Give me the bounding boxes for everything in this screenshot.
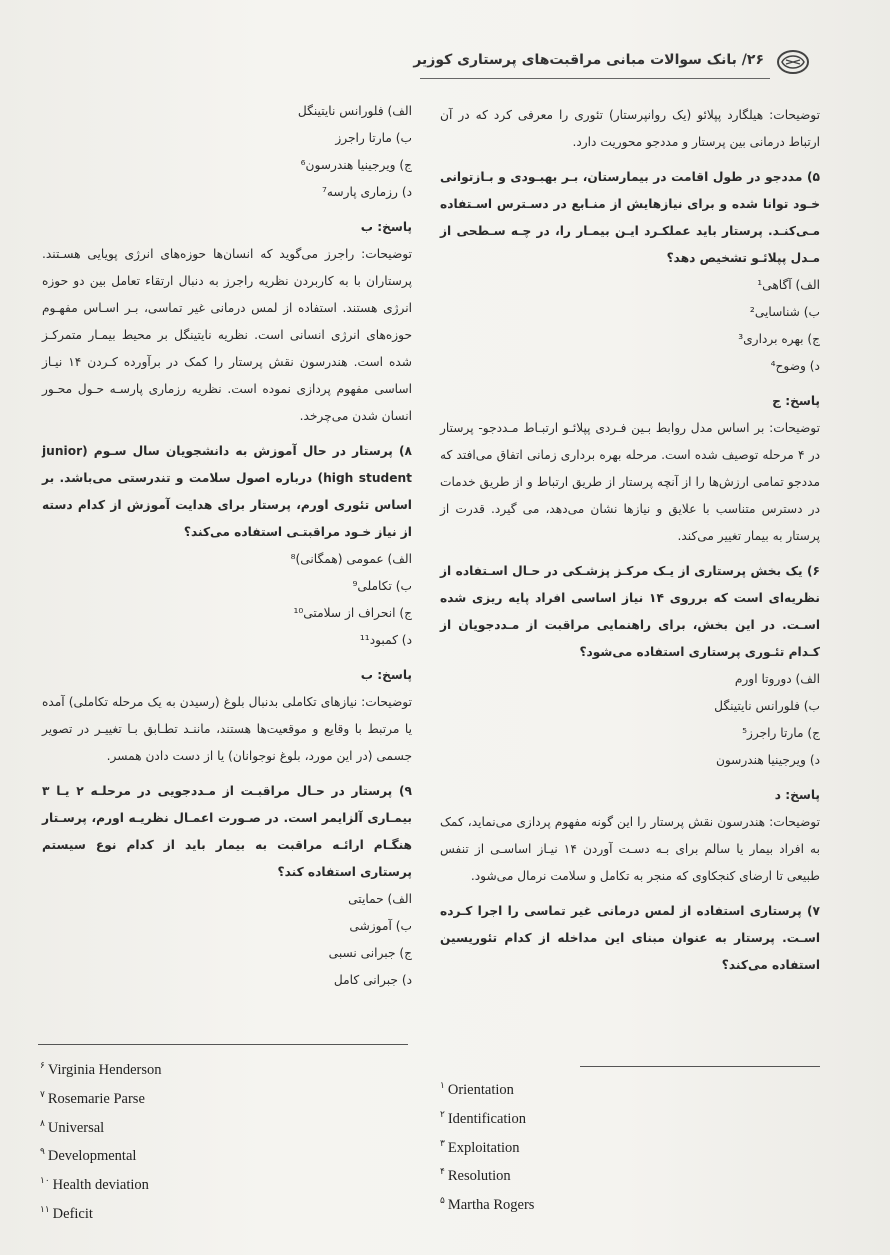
footnotes-right [440, 1073, 534, 1217]
footnote-text: Developmental [47, 1148, 137, 1165]
footnote-number: ۸ [40, 1117, 45, 1128]
footnote-number: ۱۱ [40, 1204, 50, 1215]
footnote-text: Resolution [447, 1168, 511, 1185]
footnotes-left [40, 1053, 161, 1226]
footnote-text: Virginia Henderson [47, 1061, 162, 1078]
footnote-item [40, 1111, 161, 1140]
footnote-item [40, 1168, 161, 1197]
footnote-text: Orientation [447, 1081, 514, 1098]
footnote-number: ۲ [440, 1108, 445, 1119]
text-line: د) جبرانی کامل [333, 973, 412, 987]
footnote-number: ۱۰ [40, 1175, 50, 1186]
text-line: د) ویرجینیا هندرسون [715, 753, 820, 767]
question-text: ۵) مددجو در طول اقامت در بیمارستان، بـر بهبـودی و بـازتوانی خـود توانا شده و برای نیازهایش از منـابع در دسـترس اسـتفاده مـی‌کنـد. پرستار باید عملکـرد ایـن بیمـار را، در چـه سـطحی از مـدل پپلائـو تشخیص دهد؟ [440, 170, 820, 265]
text-line: توضیحات: نیازهای تکاملی بدنبال بلوغ (رسیدن به یک مرحله تکاملی) آمده یا مرتبط با وقایع و موقعیت‌ها هستند، ماننـد تطـابق بـا تغییـر در تصویر جسمی (در این مورد، بلوغ نوجوانان) یا از دست دادن همسر. [42, 695, 412, 763]
text-line: ب) مارتا راجرز [335, 131, 412, 145]
footnote-item [40, 1082, 161, 1111]
text-line: ج) بهره برداری³ [738, 332, 820, 346]
footnote-text: Deficit [52, 1205, 93, 1222]
paragraph-gap [440, 890, 820, 898]
footnote-item [40, 1197, 161, 1226]
footnote-text: Health deviation [52, 1177, 149, 1194]
text-line: ب) فلورانس نایتینگل [714, 699, 820, 713]
answer-label: پاسخ: ج [772, 394, 820, 408]
text-line: الف) حمایتی [348, 892, 412, 906]
footnote-number: ۱ [440, 1080, 445, 1090]
text-line: ب) تکاملی⁹ [352, 579, 412, 593]
answer-label: پاسخ: د [774, 788, 820, 802]
text-line: ج) مارتا راجرز⁵ [742, 726, 820, 740]
paragraph-gap [42, 770, 412, 778]
text-line: الف) فلورانس نایتینگل [297, 104, 412, 118]
text-line: الف) عمومی (همگانی)⁸ [290, 552, 412, 566]
footnote-item [40, 1053, 161, 1082]
answer-label: پاسخ: ب [360, 220, 412, 234]
question-text: ۸) پرستار در حال آموزش به دانشجویان سال سـوم (junior high student) درباره اصول سلامت و تندرستی می‌باشد. بر اساس تئوری اورم، پرستار برای هدایت آموزش از کدام دسته از نیاز خـود مراقبتـی استفاده می‌کند؟ [42, 444, 413, 539]
answer-label: پاسخ: ب [360, 668, 412, 682]
footnote-number: ۵ [440, 1195, 445, 1206]
publisher-logo-icon [776, 48, 810, 76]
footnote-text: Exploitation [447, 1139, 520, 1156]
footnote-rule-left [38, 1044, 408, 1045]
footnote-item [440, 1188, 534, 1217]
paragraph-gap [42, 430, 412, 438]
footnote-number: ۴ [440, 1166, 445, 1177]
left-column [42, 98, 412, 994]
question-text: ۷) پرستاری استفاده از لمس درمانی غیر تماسی را اجرا کـرده اسـت. پرستار به عنوان مبنای این مداخله از کدام تئوریسین استفاده می‌کند؟ [440, 904, 820, 972]
text-line: ج) ویرجینیا هندرسون⁶ [300, 158, 412, 172]
right-column [440, 102, 820, 979]
text-line: ب) آموزشی [349, 919, 412, 933]
question-text: ۹) پرستار در حـال مراقبـت از مـددجویی در مرحلـه ۲ یـا ۳ بیمـاری آلزایمر است. در صـورت اعمـال نظریـه اورم، پرسـتار هنگـام ارائـه مراقبت به بیمار باید از کدام نوع سیستم پرستاری استفاده کند؟ [42, 784, 412, 879]
question-text: ۶) یک بخش پرستاری از یـک مرکـز پزشـکی در حـال اسـتفاده از نظریه‌ای است که برروی ۱۴ نیاز اساسی افراد پایه ریزی شده اسـت. در این بخش، برای راهنمایی مراقبت از مـددجویان از کـدام تئـوری پرستاری استفاده می‌شود؟ [440, 564, 820, 659]
footnote-item [440, 1073, 534, 1102]
footnote-text: Universal [47, 1119, 105, 1136]
text-line: توضیحات: هیلگارد پپلائو (یک روانپرستار) تئوری را معرفی کرد که در آن ارتباط درمانی بین پرستار و مددجو محوریت دارد. [440, 108, 820, 149]
paragraph-gap [440, 550, 820, 558]
text-line: توضیحات: بر اساس مدل روابط بـین فـردی پپلائـو ارتبـاط مـددجو- پرستار در ۴ مرحله توصیف شده است. مرحله بهره برداری زمانی اتفاق می‌افتد که مددجو تمامی ارزش‌ها را از آنچه پرستار از طریق ارتباط و از طریق خدمات در دسترس متناسب با علایق و نیازها نشان می‌دهد، می گیرد. قدرت از پرستار به بیمار تغییر می‌کند. [440, 421, 821, 543]
footnote-text: Rosemarie Parse [47, 1090, 145, 1107]
footnote-number: ۶ [40, 1060, 45, 1070]
footnote-rule-right [580, 1066, 820, 1067]
footnote-number: ۳ [440, 1137, 445, 1148]
text-line: ج) انحراف از سلامتی¹⁰ [293, 606, 412, 620]
text-line: الف) آگاهی¹ [757, 278, 820, 292]
footnote-item [440, 1159, 534, 1188]
text-line: د) رزماری پارسه⁷ [322, 185, 412, 199]
footnote-number: ۷ [40, 1088, 45, 1099]
footnote-number: ۹ [40, 1146, 45, 1157]
text-line: ب) شناسایی² [749, 305, 820, 319]
text-line: د) کمبود¹¹ [359, 633, 412, 647]
text-line: ج) جبرانی نسبی [328, 946, 412, 960]
header-rule [420, 78, 770, 79]
text-line: توضیحات: راجرز می‌گوید که انسان‌ها حوزه‌های انرژی پویایی هسـتند. پرستاران با به کاربردن نظریه راجرز به دنبال ارتقاء تعامل بین دو حوزه انرژی هستند. استفاده از لمس درمانی غیر تماسی، بـر اسـاس مفهـوم حوزه‌های انرژی انسانی است. نظریه نایتینگل بر محیط بیمـار متمرکـز شده است. هندرسون نقش پرستار را کمک در برآورده کـردن ۱۴ نیـاز اساسی مفهوم پردازی نموده است. نظریه رزماری پارسـه حـول محـور انسان شدن می‌چرخد. [42, 247, 412, 423]
footnote-text: Martha Rogers [447, 1197, 535, 1214]
footnote-item [40, 1139, 161, 1168]
paragraph-gap [440, 156, 820, 164]
footnote-item [440, 1102, 534, 1131]
text-line: الف) دوروتا اورم [734, 672, 820, 686]
text-line: د) وضوح⁴ [770, 359, 820, 373]
text-line: توضیحات: هندرسون نقش پرستار را این گونه مفهوم پردازی می‌نماید، کمک به افراد بیمار یا سالم برای بـه دسـت آوردن ۱۴ نیـاز اساسـی از تنفس طبیعی تا ارضای کنجکاوی که منجر به تکامل و سلامت نرمال می‌شود. [440, 815, 820, 883]
page-header [413, 46, 810, 86]
footnote-text: Identification [447, 1110, 526, 1127]
footnote-item [440, 1131, 534, 1160]
page-title: ۲۶/ بانک سوالات مبانی مراقبت‌های پرستاری کوزیر [413, 52, 764, 68]
